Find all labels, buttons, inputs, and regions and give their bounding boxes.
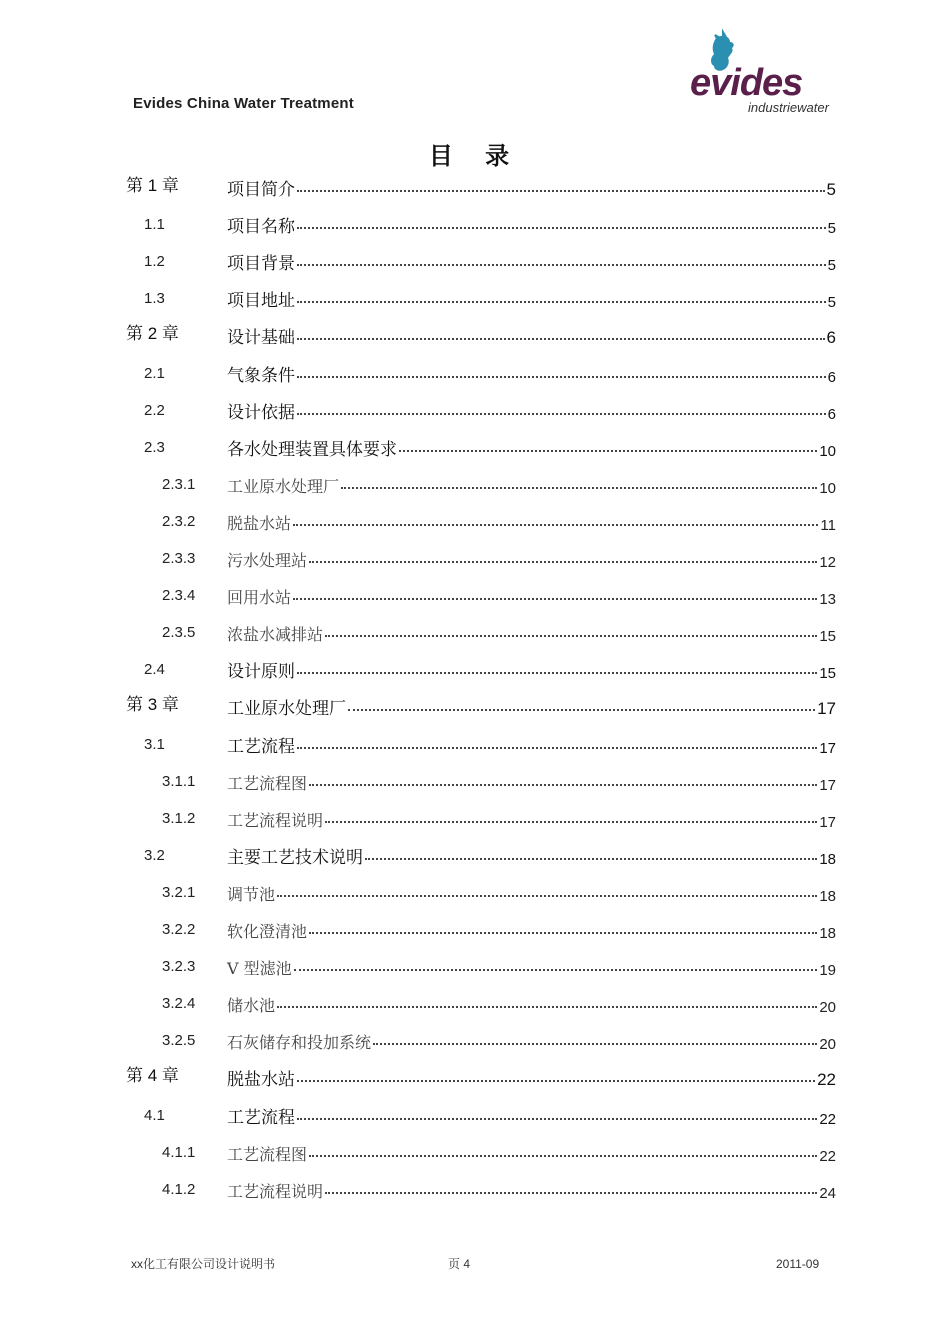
toc-entry-number: 2.3.1	[162, 475, 196, 493]
toc-entry-page: 10	[819, 442, 836, 460]
toc-entry-page: 6	[827, 368, 836, 386]
toc-entry[interactable]	[144, 393, 836, 423]
toc-entry-page: 18	[819, 925, 836, 942]
toc-entry[interactable]	[144, 207, 836, 238]
toc-entry-label: 各水处理装置具体要求	[227, 439, 397, 459]
footer-right: 2011-09	[776, 1257, 820, 1271]
toc-entry[interactable]	[162, 801, 836, 831]
toc-entry-page: 17	[817, 699, 836, 719]
toc-entry-page: 22	[819, 1110, 836, 1128]
toc-entry[interactable]	[162, 986, 836, 1017]
logo-text: evides	[690, 62, 803, 104]
toc-entry-page: 22	[819, 1147, 836, 1165]
toc-entry-number: 2.3.2	[162, 512, 196, 530]
toc-entry[interactable]	[144, 430, 836, 460]
toc-leader-dots	[373, 1043, 817, 1045]
toc-entry-number: 2.3.4	[162, 587, 196, 605]
toc-entry-label: 回用水站	[227, 588, 292, 608]
toc-leader-dots	[277, 895, 817, 897]
toc-entry-page: 13	[819, 591, 836, 609]
toc-entry[interactable]	[144, 727, 836, 757]
toc-entry-page: 11	[820, 516, 836, 534]
toc-leader-dots	[297, 747, 817, 749]
toc-leader-dots	[297, 264, 826, 266]
toc-leader-dots	[293, 524, 818, 526]
footer-center: 页 4	[448, 1257, 471, 1271]
toc-entry-page: 17	[819, 739, 836, 757]
toc-entry[interactable]	[162, 578, 836, 609]
toc-entry-label: 浓盐水减排站	[227, 625, 324, 645]
toc-entry-page: 19	[819, 962, 836, 980]
toc-entry[interactable]	[126, 689, 836, 719]
toc-entry[interactable]	[144, 281, 836, 312]
toc-entry-number: 第 1 章	[126, 176, 179, 195]
toc-entry-label: 气象条件	[227, 365, 295, 385]
toc-entry[interactable]	[162, 949, 836, 980]
toc-entry[interactable]	[126, 1060, 836, 1090]
toc-leader-dots	[309, 784, 817, 786]
toc-entry-label: 设计原则	[227, 662, 295, 682]
toc-entry-page: 15	[819, 628, 836, 646]
toc-entry-number: 4.1.1	[162, 1143, 196, 1161]
toc-entry-number: 2.3.5	[162, 624, 196, 642]
toc-entry-label: 工艺流程说明	[227, 810, 324, 830]
toc-entry-number: 3.2.3	[162, 958, 196, 976]
toc-entry-number: 第 3 章	[126, 695, 179, 715]
toc-entry-page: 17	[819, 776, 836, 794]
toc-leader-dots	[297, 413, 826, 415]
toc-leader-dots	[297, 672, 817, 674]
toc-entry-label: 项目背景	[227, 254, 295, 274]
toc-entry-label: 石灰储存和投加系统	[227, 1033, 372, 1053]
toc-entry[interactable]	[162, 912, 836, 942]
logo-subtitle: industriewater	[748, 100, 829, 115]
toc-leader-dots	[325, 1192, 817, 1194]
toc-entry-label: V 型滤池	[227, 959, 292, 979]
toc-entry-number: 1.1	[144, 216, 165, 234]
header-company-name: Evides China Water Treatment	[133, 95, 354, 112]
toc-entry-label: 设计依据	[227, 402, 295, 422]
toc-entry-number: 2.4	[144, 661, 165, 679]
toc-entry[interactable]	[144, 652, 836, 683]
toc-leader-dots	[294, 969, 818, 971]
toc-entry-page: 24	[819, 1184, 836, 1202]
toc-entry[interactable]	[144, 838, 836, 868]
toc-entry[interactable]	[162, 1172, 836, 1202]
toc-leader-dots	[277, 1006, 817, 1008]
toc-entry-number: 4.1.2	[162, 1180, 196, 1198]
toc-entry-number: 2.1	[144, 364, 165, 382]
toc-entry[interactable]	[144, 356, 836, 386]
toc-entry-label: 污水处理站	[227, 551, 308, 570]
toc-entry-label: 设计基础	[227, 328, 295, 348]
toc-leader-dots	[325, 821, 817, 823]
toc-leader-dots	[297, 301, 826, 303]
toc-leader-dots	[297, 1118, 817, 1120]
toc-entry-page: 18	[819, 850, 836, 868]
toc-entry-number: 2.3.3	[162, 550, 196, 567]
toc-leader-dots	[348, 709, 815, 711]
toc-entry-number: 3.2.5	[162, 1032, 196, 1050]
toc-entry-number: 第 2 章	[126, 324, 179, 344]
toc-entry-page: 10	[819, 479, 836, 497]
toc-leader-dots	[399, 450, 817, 452]
toc-entry[interactable]	[162, 541, 836, 571]
toc-entry-label: 工艺流程说明	[227, 1181, 324, 1201]
toc-entry-label: 调节池	[227, 884, 276, 904]
toc-entry[interactable]	[162, 467, 836, 497]
toc-entry-page: 12	[819, 554, 836, 571]
toc-entry[interactable]	[162, 1135, 836, 1165]
toc-entry-page: 6	[827, 405, 836, 423]
toc-entry[interactable]	[162, 764, 836, 794]
toc-entry-label: 项目地址	[227, 291, 295, 311]
toc-leader-dots	[297, 1080, 815, 1082]
toc-entry-number: 3.1	[144, 735, 165, 753]
toc-entry[interactable]	[162, 875, 836, 905]
toc-leader-dots	[309, 1155, 817, 1157]
toc-leader-dots	[309, 561, 817, 563]
toc-entry-label: 脱盐水站	[227, 1070, 295, 1090]
toc-entry-number: 3.2.1	[162, 883, 196, 901]
toc-entry[interactable]	[144, 1098, 836, 1128]
toc-entry-number: 4.1	[144, 1106, 165, 1124]
toc-entry-page: 20	[819, 999, 836, 1017]
toc-entry-page: 15	[819, 665, 836, 683]
toc-entry-page: 5	[827, 294, 836, 312]
toc-entry-number: 3.1.2	[162, 809, 196, 827]
toc-entry-label: 工艺流程图	[227, 1144, 308, 1164]
toc-leader-dots	[297, 376, 826, 378]
toc-entry[interactable]	[126, 170, 836, 200]
toc-leader-dots	[325, 635, 817, 637]
toc-entry-page: 5	[827, 257, 836, 275]
toc-entry-number: 3.2.4	[162, 995, 196, 1013]
toc-entry-page: 17	[819, 813, 836, 831]
toc-entry[interactable]	[144, 244, 836, 275]
toc-leader-dots	[365, 858, 817, 860]
toc-entry-label: 主要工艺技术说明	[227, 847, 363, 867]
toc-entry-number: 3.1.1	[162, 772, 196, 790]
toc-leader-dots	[309, 932, 817, 934]
toc-leader-dots	[293, 598, 817, 600]
toc-entry-label: 工业原水处理厂	[227, 699, 346, 719]
toc-entry-number: 3.2	[144, 846, 165, 864]
toc-leader-dots	[297, 338, 825, 340]
toc-entry-page: 20	[819, 1036, 836, 1054]
toc-entry-label: 软化澄清池	[227, 922, 308, 941]
evides-logo	[688, 32, 838, 116]
toc-entry-number: 第 4 章	[126, 1066, 179, 1086]
toc-entry[interactable]	[162, 504, 836, 534]
toc-entry-number: 2.2	[144, 401, 165, 419]
toc-entry[interactable]	[162, 1023, 836, 1054]
toc-leader-dots	[341, 487, 817, 489]
toc-entry-number: 1.3	[144, 290, 165, 308]
toc-entry[interactable]	[126, 318, 836, 348]
toc-entry-page: 5	[826, 180, 836, 199]
toc-entry-label: 工艺流程	[227, 1107, 295, 1127]
toc-title: 目 录	[428, 142, 522, 170]
footer-left: xx化工有限公司设计说明书	[131, 1257, 276, 1271]
toc-entry-label: 工艺流程	[227, 736, 295, 756]
toc-leader-dots	[297, 190, 825, 192]
toc-entry-number: 1.2	[144, 253, 165, 271]
toc-entry-number: 2.3	[144, 438, 165, 456]
toc-entry-page: 22	[817, 1070, 836, 1090]
toc-entry-label: 工艺流程图	[227, 773, 308, 793]
toc-entry-number: 3.2.2	[162, 921, 196, 938]
toc-entry-label: 工业原水处理厂	[227, 476, 340, 496]
toc-entry-page: 18	[819, 887, 836, 905]
toc-leader-dots	[297, 227, 826, 229]
toc-entry-page: 5	[827, 220, 836, 238]
toc-entry-label: 储水池	[227, 996, 276, 1016]
toc-entry[interactable]	[162, 615, 836, 646]
toc-entry-label: 项目简介	[227, 180, 295, 199]
toc-entry-page: 6	[826, 328, 836, 348]
toc-entry-label: 脱盐水站	[227, 513, 292, 533]
toc-entry-label: 项目名称	[227, 217, 295, 237]
